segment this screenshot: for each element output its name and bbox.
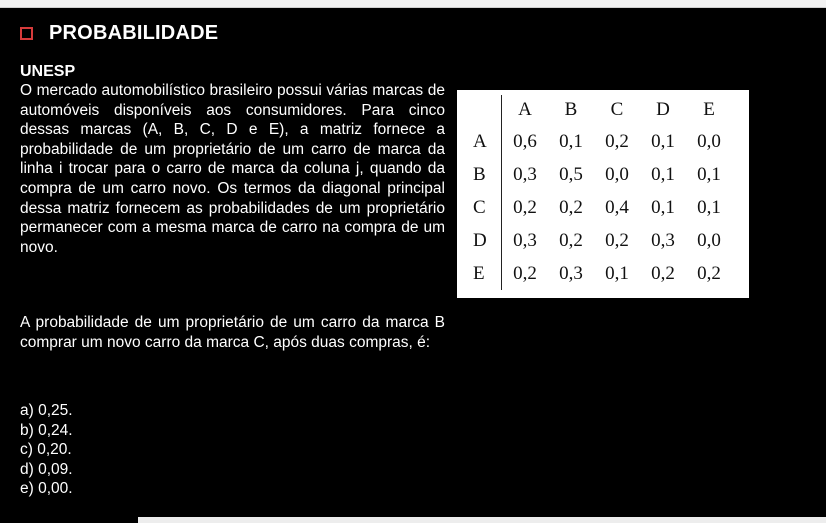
matrix-col-header: C: [610, 99, 624, 120]
matrix-cell: 0,1: [651, 130, 675, 152]
problem-statement: O mercado automobilístico brasileiro possui várias marcas de automóveis disponíveis aos consumidores. Para cinco dessas marcas (A, B, C, D e E), a matriz fornece a probabilidade de um proprietário de um carro de marca da linha i trocar para o carro de marca da coluna j, quando da compra de um carro novo. Os termos da diagonal principal dessa matriz fornecem as probabilidades de um proprietário permanecer com a mesma marca de carro na compra de um novo.: [20, 82, 445, 256]
matrix-row: [471, 224, 732, 257]
question-text: A probabilidade de um proprietário de um carro da marca B comprar um novo carro da marca C, após duas compras, é:: [20, 314, 445, 351]
matrix-cell: 0,4: [605, 196, 629, 218]
matrix-cell: 0,2: [513, 196, 537, 218]
matrix-cell: 0,3: [651, 229, 675, 251]
matrix-cell: 0,6: [513, 130, 537, 152]
matrix-cell: 0,3: [513, 163, 537, 185]
matrix-col-header: E: [703, 99, 715, 120]
slide: [10, 8, 826, 514]
option-c[interactable]: c) 0,20.: [20, 441, 72, 459]
slide-header: [20, 22, 218, 44]
matrix-cell: 0,1: [651, 163, 675, 185]
matrix-row-header: E: [471, 257, 502, 290]
matrix-cell: 0,1: [605, 262, 629, 284]
matrix-cell: 0,3: [513, 229, 537, 251]
matrix-col-header: A: [518, 99, 532, 120]
matrix-cell: 0,0: [697, 229, 721, 251]
matrix-cell: 0,1: [651, 196, 675, 218]
option-b[interactable]: b) 0,24.: [20, 421, 73, 439]
matrix-cell: 0,3: [559, 262, 583, 284]
matrix-row: [471, 158, 732, 191]
matrix-cell: 0,0: [697, 130, 721, 152]
option-a[interactable]: a) 0,25.: [20, 402, 73, 419]
option-e[interactable]: e) 0,00.: [20, 480, 73, 498]
matrix-cell: 0,2: [559, 229, 583, 251]
option-d[interactable]: d) 0,09.: [20, 460, 73, 478]
matrix-row: [471, 257, 732, 290]
matrix-cell: 0,1: [559, 130, 583, 152]
matrix-row-header: A: [471, 125, 502, 158]
matrix-row: [471, 125, 732, 158]
matrix-cell: 0,2: [605, 130, 629, 152]
matrix-cell: 0,1: [697, 163, 721, 185]
matrix-col-header: D: [656, 99, 670, 120]
matrix-row-header: B: [471, 158, 502, 191]
matrix-row: [471, 191, 732, 224]
top-window-strip: [0, 0, 826, 8]
matrix-cell: 0,0: [605, 163, 629, 185]
answer-options: [20, 401, 73, 499]
matrix-cell: 0,5: [559, 163, 583, 185]
page-title: PROBABILIDADE: [49, 21, 219, 44]
matrix-corner: [471, 95, 502, 125]
matrix-cell: 0,1: [697, 196, 721, 218]
matrix-row-header: D: [471, 224, 502, 257]
matrix-cell: 0,2: [651, 262, 675, 284]
matrix-row-header: C: [471, 191, 502, 224]
question-source: UNESP: [20, 63, 76, 80]
matrix-cell: 0,2: [513, 262, 537, 284]
matrix-cell: 0,2: [697, 262, 721, 284]
matrix-cell: 0,2: [605, 229, 629, 251]
probability-matrix: [457, 90, 749, 298]
square-bullet-icon: [20, 27, 33, 40]
matrix-header-row: [471, 95, 732, 125]
matrix-table: [471, 95, 732, 290]
matrix-cell: 0,2: [559, 196, 583, 218]
bottom-bar: [138, 517, 826, 523]
matrix-col-header: B: [564, 99, 578, 120]
